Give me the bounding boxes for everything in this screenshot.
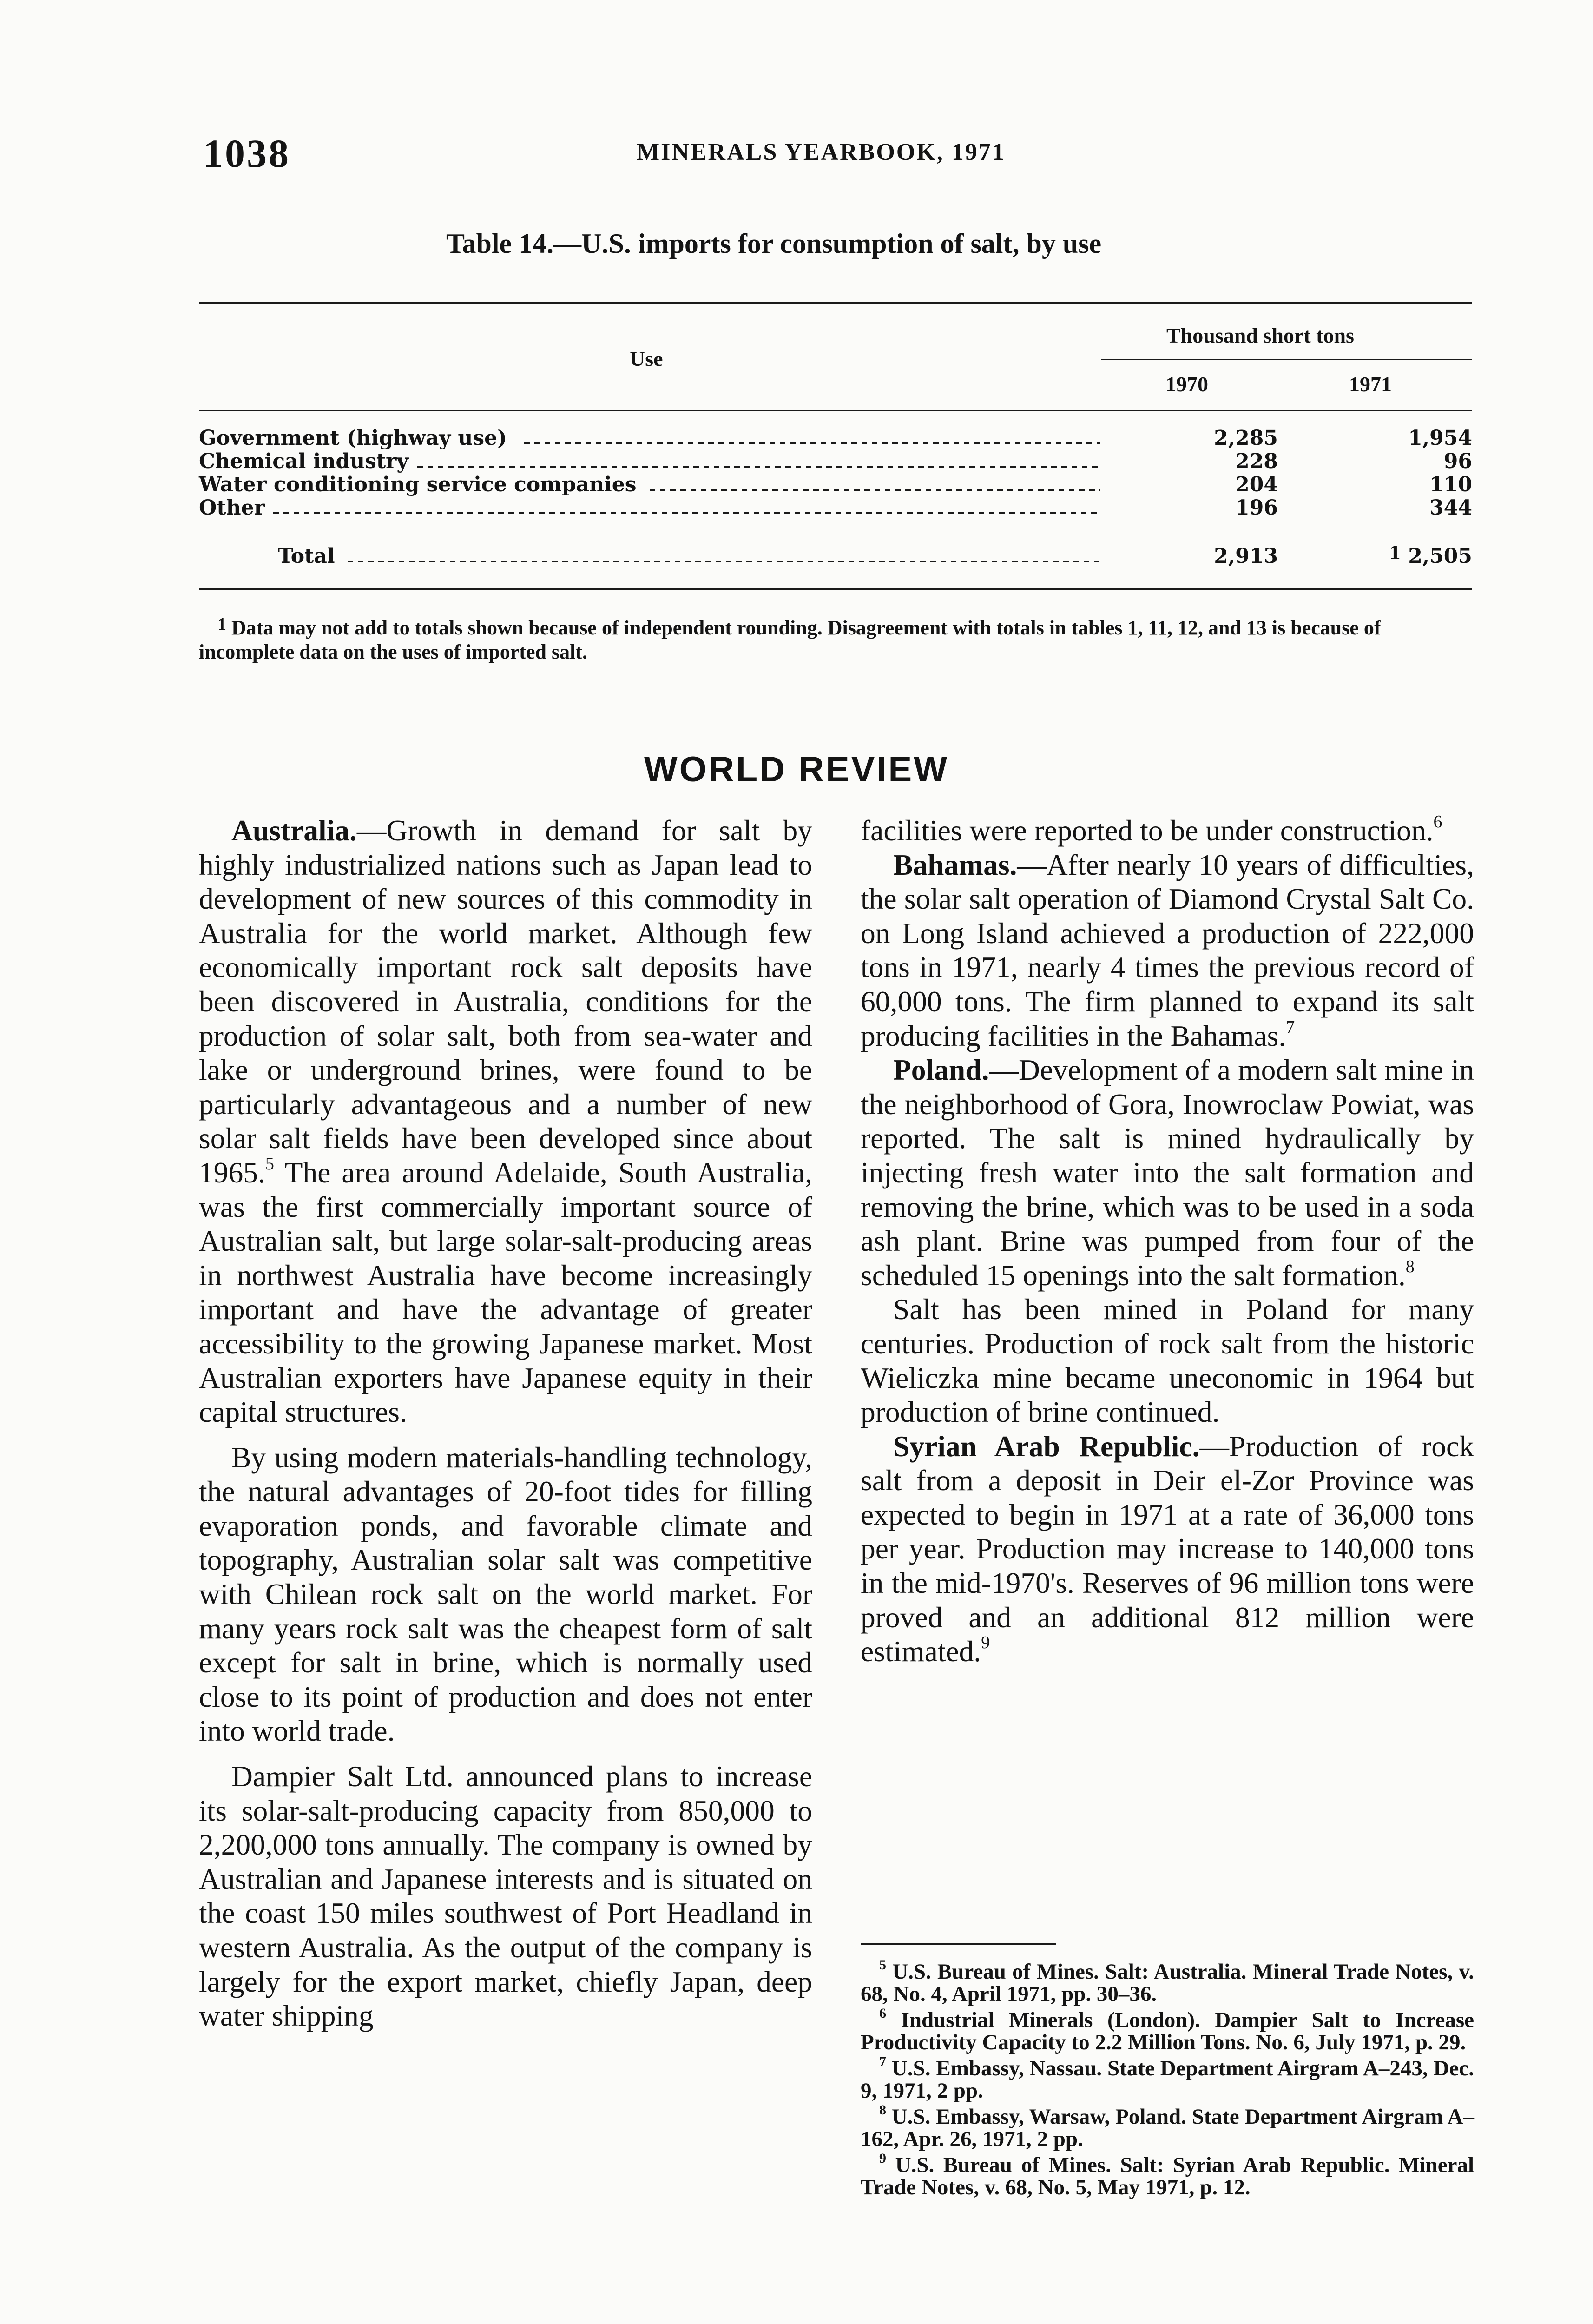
column-header-1970: 1970: [1165, 372, 1208, 396]
footnote-ref: 5: [265, 1154, 274, 1174]
row-label: Water conditioning service companies: [199, 473, 637, 496]
leader-dots: [273, 512, 1100, 514]
row-label: Other: [199, 496, 265, 520]
column-header-group: Thousand short tons: [1166, 324, 1354, 347]
column-header-use: Use: [630, 347, 663, 370]
table-bottom-rule: [199, 588, 1472, 590]
total-label: Total: [278, 544, 335, 568]
column-header-1971: 1971: [1349, 372, 1392, 396]
country-heading: Bahamas.: [893, 848, 1017, 881]
footnote-mark: 1: [217, 614, 226, 634]
country-heading: Poland.: [893, 1053, 989, 1087]
row-label: Government (highway use): [199, 426, 507, 450]
left-column: [199, 813, 812, 2033]
leader-dots: [650, 489, 1100, 491]
paragraph: Salt has been mined in Poland for many centuries. Production of rock salt from the historic Wieliczka mine became uneconomic in 1964 but production of brine continued.: [861, 1293, 1474, 1429]
paragraph-continued: facilities were reported to be under construction.$^6$: [861, 812, 1442, 847]
cell-1970: 2,285: [1214, 426, 1278, 450]
leader-dots: [417, 466, 1100, 468]
paragraph-poland: Poland.—Development of a modern salt mine in the neighborhood of Gora, Inowroclaw Powiat, was reported. The salt is mined hydraulically by injecting fresh water into the salt formation and removing the brine, which was to be used in a soda ash plant. Brine was pumped from four of the scheduled 15 openings into the salt formation.$^8$: [861, 1053, 1474, 1292]
page-number: 1038: [203, 131, 290, 176]
footnote: $^9$ U.S. Bureau of Mines. Salt: Syrian Arab Republic. Mineral Trade Notes, v. 68, No. 5, May 1971, p. 12.: [861, 2151, 1474, 2199]
paragraph: Dampier Salt Ltd. announced plans to increase its solar-salt-producing capacity from 850,000 to 2,200,000 tons annually. The company is owned by Australian and Japanese interests and is situated on the coast 150 miles southwest of Port Headland in western Australia. As the output of the company is largely for the export market, chiefly Japan, deep water shipping: [199, 1760, 812, 2033]
cell-1971: 96: [1443, 449, 1472, 473]
footnote-ref: 6: [1433, 812, 1442, 832]
table-title: Table 14.—U.S. imports for consumption of salt, by use: [446, 228, 1102, 259]
table-footnote: $^1$ Data may not add to totals shown because of independent rounding. Disagreement with totals in tables 1, 11, 12, and 13 is because of incomplete data on the uses of imported salt.: [199, 614, 1381, 663]
footnote-ref: 1: [1389, 542, 1401, 563]
paragraph-australia: Australia.—Growth in demand for salt by highly industrialized nations such as Japan lead to development of new sources of this commodity in Australia for the world market. Although few economically important rock salt deposits have been discovered in Australia, conditions for the production of solar salt, both from sea-water and lake or underground brines, were found to be particularly advantageous and a number of new solar salt fields have been developed since about 1965.$^5$ The area around Adelaide, South Australia, was the first commercially important source of Australian salt, but large solar-salt-producing areas in northwest Australia have become increasingly important and have the advantage of greater accessibility to the growing Japanese market. Most Australian exporters have Japanese equity in their capital structures.: [199, 814, 812, 1429]
footnote: $^7$ U.S. Embassy, Nassau. State Department Airgram A–243, Dec. 9, 1971, 2 pp.: [861, 2054, 1475, 2103]
paragraph: By using modern materials-handling technology, the natural advantages of 20-foot tides for filling evaporation ponds, and favorable climate and topography, Australian solar salt was competitive with Chilean rock salt on the world market. For many years rock salt was the cheapest form of salt except for salt in brine, which is normally used close to its point of production and does not enter into world trade.: [199, 1440, 812, 1748]
cell-1971: 1,954: [1408, 426, 1472, 450]
footnote: $^6$ Industrial Minerals (London). Dampier Salt to Increase Productivity Capacity to 2.2 Million Tons. No. 6, July 1971, p. 29.: [861, 2006, 1474, 2054]
footnote-ref: 8: [1405, 1256, 1415, 1276]
footnotes: [861, 1957, 1475, 2202]
header-bottom-rule: [199, 410, 1472, 411]
cell-1971: 344: [1429, 496, 1472, 520]
header-group-rule: [1101, 359, 1472, 360]
total-1970: 2,913: [1214, 544, 1278, 568]
footnote-rule: [861, 1943, 1056, 1945]
right-column: [861, 813, 1474, 1669]
section-heading: WORLD REVIEW: [644, 750, 949, 789]
country-heading: Syrian Arab Republic.: [893, 1429, 1200, 1463]
row-label: Chemical industry: [199, 449, 408, 473]
footnote: $^8$ U.S. Embassy, Warsaw, Poland. State Department Airgram A–162, Apr. 26, 1971, 2 pp.: [861, 2102, 1474, 2151]
cell-1971: 110: [1429, 473, 1472, 496]
cell-1970: 196: [1235, 496, 1278, 520]
country-heading: Australia.: [231, 814, 357, 847]
paragraph-syria: Syrian Arab Republic.—Production of rock salt from a deposit in Deir el-Zor Province was expected to begin in 1971 at a rate of 36,000 tons per year. Production may increase to 140,000 tons in the mid-1970's. Reserves of 96 million tons were proved and an additional 812 million were estimated.$^9$: [861, 1429, 1474, 1668]
footnote: $^5$ U.S. Bureau of Mines. Salt: Australia. Mineral Trade Notes, v. 68, No. 4, April 1971, pp. 30–36.: [861, 1957, 1475, 2006]
leader-dots: [524, 442, 1100, 444]
total-1971: $^1$ 2,505: [1389, 542, 1472, 568]
leader-dots: [348, 561, 1100, 562]
cell-1970: 228: [1235, 449, 1278, 473]
running-title: MINERALS YEARBOOK, 1971: [637, 139, 1006, 165]
cell-1970: 204: [1235, 473, 1278, 496]
paragraph-bahamas: Bahamas.—After nearly 10 years of difficulties, the solar salt operation of Diamond Crystal Salt Co. on Long Island achieved a production of 222,000 tons in 1971, nearly 4 times the previous record of 60,000 tons. The firm planned to expand its salt producing facilities in the Bahamas.$^7$: [861, 848, 1474, 1052]
table-top-rule: [199, 302, 1472, 304]
footnote-ref: 7: [1286, 1017, 1295, 1037]
footnote-ref: 9: [981, 1633, 990, 1653]
